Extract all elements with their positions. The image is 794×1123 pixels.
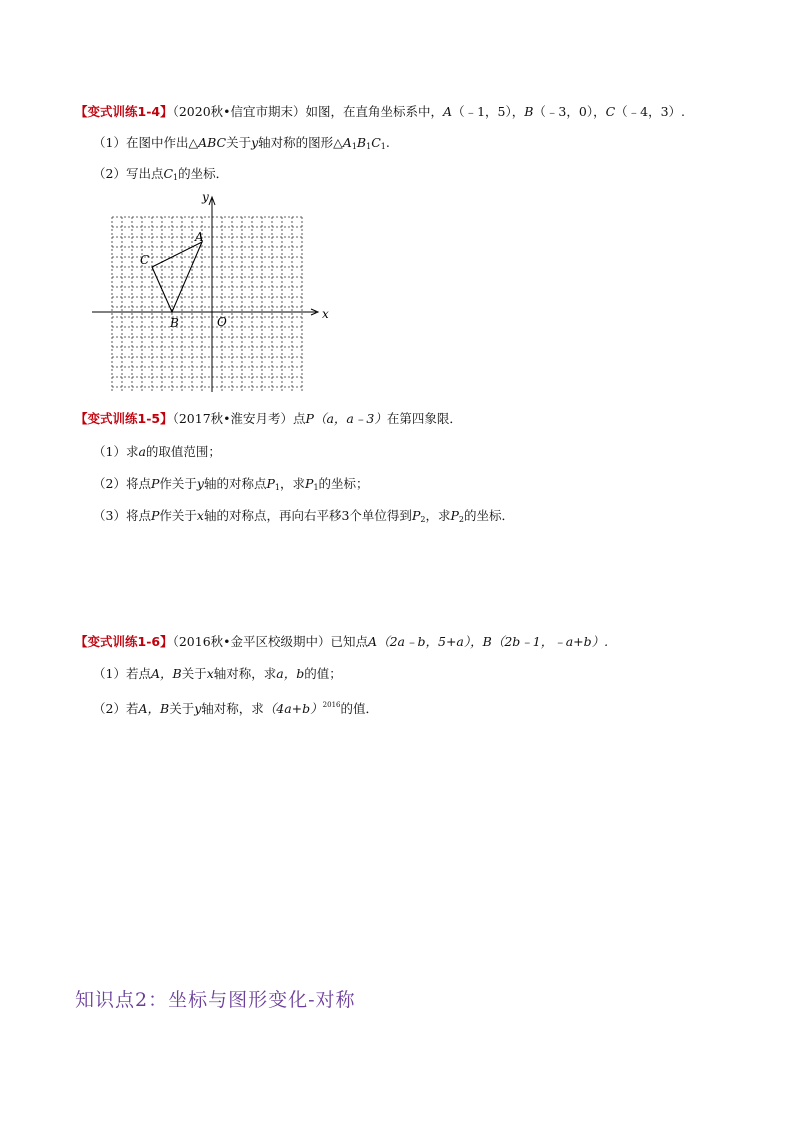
problem-1-6-q1: （1）若点A，B关于x轴对称，求a，b的值； bbox=[93, 666, 342, 681]
problem-1-4-stem: 【变式训练1-4】（2020秋•信宜市期末）如图，在直角坐标系中，A（﹣1，5），B（﹣3，0），C（﹣4，3）. bbox=[75, 104, 686, 119]
axes bbox=[92, 197, 318, 392]
problem-1-6-q2: （2）若A，B关于y轴对称，求$(4a+b)^{2016}$的值． bbox=[93, 701, 379, 716]
problem-1-4-q1: （1）在图中作出△ABC关于y轴对称的图形$\triangle A_1B_1C_1$. bbox=[93, 135, 390, 151]
problem-source: （2017秋•淮安月考） bbox=[172, 411, 294, 426]
grid-lines bbox=[112, 217, 302, 392]
triangle-abc bbox=[152, 242, 202, 312]
problem-tag: 【变式训练1-6】 bbox=[75, 634, 173, 649]
problem-source: （2020秋•信宜市期末） bbox=[172, 104, 306, 119]
y-axis-label: y bbox=[202, 190, 209, 204]
point-b-label: B bbox=[170, 316, 179, 330]
problem-tag: 【变式训练1-4】 bbox=[75, 104, 173, 119]
point-c-label: C bbox=[140, 253, 150, 267]
problem-1-5-q2: （2）将点P作关于y轴的对称点$P_1$，求$P_1$的坐标； bbox=[93, 476, 369, 492]
problem-1-5-q1: （1）求a的取值范围； bbox=[93, 444, 221, 459]
problem-source: （2016秋•金平区校级期中） bbox=[172, 634, 331, 649]
problem-tag: 【变式训练1-5】 bbox=[75, 411, 173, 426]
origin-label: O bbox=[217, 315, 227, 329]
point-a-label: A bbox=[195, 230, 204, 244]
x-axis-label: x bbox=[322, 307, 329, 321]
section-heading: 知识点2：坐标与图形变化-对称 bbox=[75, 989, 356, 1011]
problem-1-6-stem: 【变式训练1-6】（2016秋•金平区校级期中）已知点A（2a﹣b，5+a），B（2b﹣1，﹣a+b）. bbox=[75, 634, 609, 649]
problem-1-5-stem: 【变式训练1-5】（2017秋•淮安月考）点P（a，a﹣3）在第四象限． bbox=[75, 411, 462, 426]
x-axis-arrow bbox=[311, 309, 318, 315]
y-axis-arrow bbox=[209, 197, 215, 205]
problem-1-4-q2: （2）写出点$C_1$的坐标． bbox=[93, 166, 229, 182]
problem-1-5-q3: （3）将点P作关于x轴的对称点，再向右平移3个单位得到$P_2$，求$P_2$的坐标． bbox=[93, 508, 514, 524]
